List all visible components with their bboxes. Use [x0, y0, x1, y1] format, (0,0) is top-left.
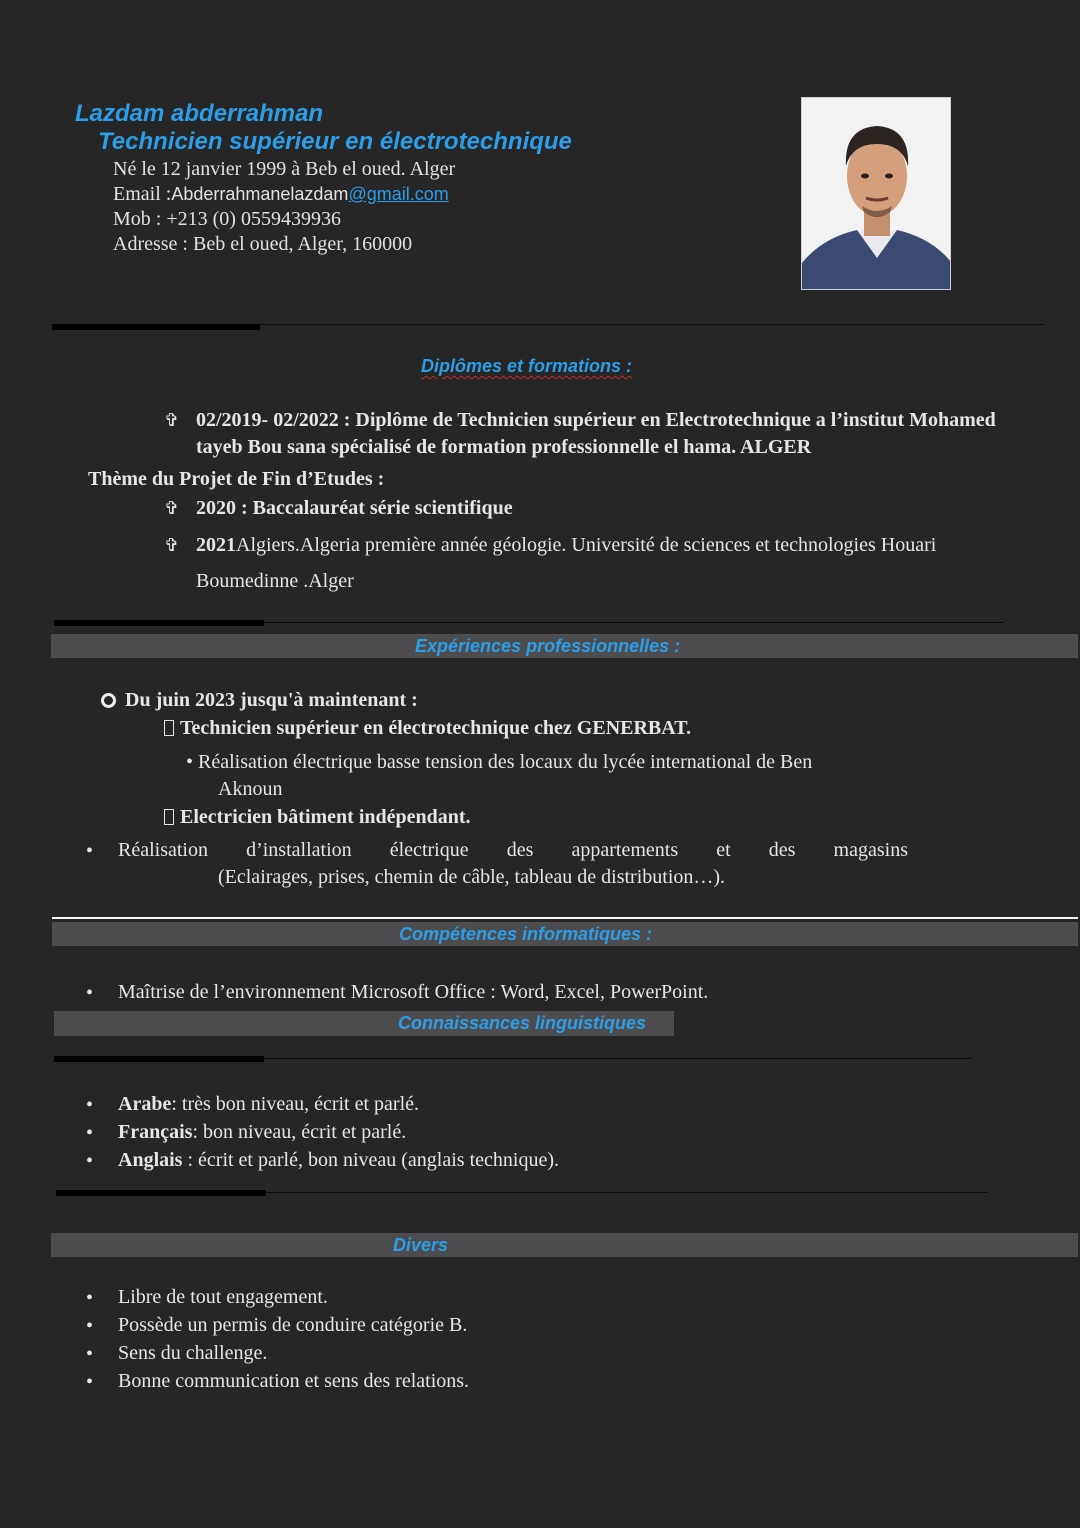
experience-job-1-detail-line1: • Réalisation électrique basse tension des locaux du lycée international de Ben: [186, 751, 813, 773]
divider-accent: [52, 324, 260, 330]
cross-bullet-icon: ✞: [164, 535, 180, 556]
bullet-icon: •: [86, 1150, 94, 1172]
square-bullet-icon: [164, 809, 174, 825]
bullet-icon: •: [86, 982, 94, 1004]
language-name: Anglais: [118, 1149, 183, 1171]
education-item-3-line2: Boumedinne .Alger: [196, 570, 354, 592]
education-item-3-year: 2021: [196, 534, 236, 556]
email-label: Email :: [113, 183, 172, 205]
education-item-3-line1: [196, 534, 936, 557]
experience-job-1-title: Technicien supérieur en électrotechnique chez GENERBAT.: [180, 717, 692, 739]
word: magasins: [833, 839, 908, 861]
circle-bullet-icon: [101, 693, 116, 708]
section-title-misc: Divers: [393, 1235, 449, 1255]
language-name: Français: [118, 1121, 193, 1143]
project-theme: Thème du Projet de Fin d’Etudes :: [88, 468, 385, 490]
section-title-languages: Connaissances linguistiques: [398, 1013, 647, 1033]
experience-job-1: [164, 717, 691, 740]
experience-job-2-detail-line1: [118, 839, 908, 862]
language-item-arabic: [118, 1093, 419, 1116]
candidate-name: Lazdam abderrahman: [75, 100, 324, 127]
divider-light: [52, 917, 1078, 919]
experience-period: Du juin 2023 jusqu'à maintenant :: [125, 689, 418, 711]
misc-item: Possède un permis de conduire catégorie B.: [118, 1314, 468, 1336]
language-level: : bon niveau, écrit et parlé.: [192, 1121, 407, 1143]
education-item-2: 2020 : Baccalauréat série scientifique: [196, 497, 513, 519]
bullet-icon: •: [86, 840, 94, 862]
bullet-icon: •: [86, 1343, 94, 1365]
divider-accent: [54, 1056, 264, 1062]
education-item-3-text: Algiers.Algeria première année géologie. Université de sciences et technologies Houari: [236, 534, 937, 556]
section-title-it-skills: Compétences informatiques :: [399, 924, 653, 944]
word: d’installation: [246, 839, 352, 861]
language-level: : écrit et parlé, bon niveau (anglais technique).: [182, 1149, 559, 1171]
bullet-icon: •: [86, 1287, 94, 1309]
email-line: [113, 183, 449, 206]
word: et: [716, 839, 731, 861]
section-title-education: [421, 356, 632, 377]
profile-photo: [801, 97, 951, 290]
word: des: [768, 839, 796, 861]
section-title-experience: Expériences professionnelles :: [415, 636, 681, 656]
it-skill-item: Maîtrise de l’environnement Microsoft Office : Word, Excel, PowerPoint.: [118, 981, 709, 1003]
education-item-1-line2: tayeb Bou sana spécialisé de formation professionnelle el hama. ALGER: [196, 436, 812, 458]
email-domain-link[interactable]: @gmail.com: [348, 184, 449, 204]
bullet-icon: •: [86, 1315, 94, 1337]
cross-bullet-icon: ✞: [164, 498, 180, 519]
candidate-title: Technicien supérieur en électrotechnique: [98, 128, 572, 155]
education-item-1-line1: 02/2019- 02/2022 : Diplôme de Technicien supérieur en Electrotechnique a l’institut Mohamed: [196, 409, 996, 431]
language-name: Arabe: [118, 1093, 172, 1115]
email-user: Abderrahmanelazdam: [171, 184, 349, 204]
bullet-icon: •: [86, 1122, 94, 1144]
misc-item: Libre de tout engagement.: [118, 1286, 328, 1308]
word: Réalisation: [118, 839, 208, 861]
word: électrique: [389, 839, 469, 861]
divider-accent: [54, 620, 264, 626]
misc-item: Bonne communication et sens des relations.: [118, 1370, 470, 1392]
address-info: Adresse : Beb el oued, Alger, 160000: [113, 233, 413, 255]
experience-job-1-detail-line2: Aknoun: [218, 778, 283, 800]
word: appartements: [571, 839, 679, 861]
bullet-icon: •: [86, 1371, 94, 1393]
square-bullet-icon: [164, 720, 174, 736]
experience-job-2-title: Electricien bâtiment indépendant.: [180, 806, 471, 828]
experience-job-2: [164, 806, 471, 829]
word: des: [506, 839, 534, 861]
person-portrait-icon: [802, 98, 951, 290]
experience-job-2-detail-line2: (Eclairages, prises, chemin de câble, tableau de distribution…).: [218, 866, 726, 888]
language-level: : très bon niveau, écrit et parlé.: [171, 1093, 420, 1115]
cross-bullet-icon: ✞: [164, 410, 180, 431]
section-band-misc: [51, 1233, 1078, 1257]
birth-info: Né le 12 janvier 1999 à Beb el oued. Alger: [113, 158, 456, 180]
language-item-english: [118, 1149, 559, 1172]
bullet-icon: •: [86, 1094, 94, 1116]
misc-item: Sens du challenge.: [118, 1342, 268, 1364]
language-item-french: [118, 1121, 406, 1144]
divider-accent: [56, 1190, 266, 1196]
mobile-info: Mob : +213 (0) 0559439936: [113, 208, 341, 230]
section-title-education-word: Diplômes et formations :: [421, 356, 633, 376]
